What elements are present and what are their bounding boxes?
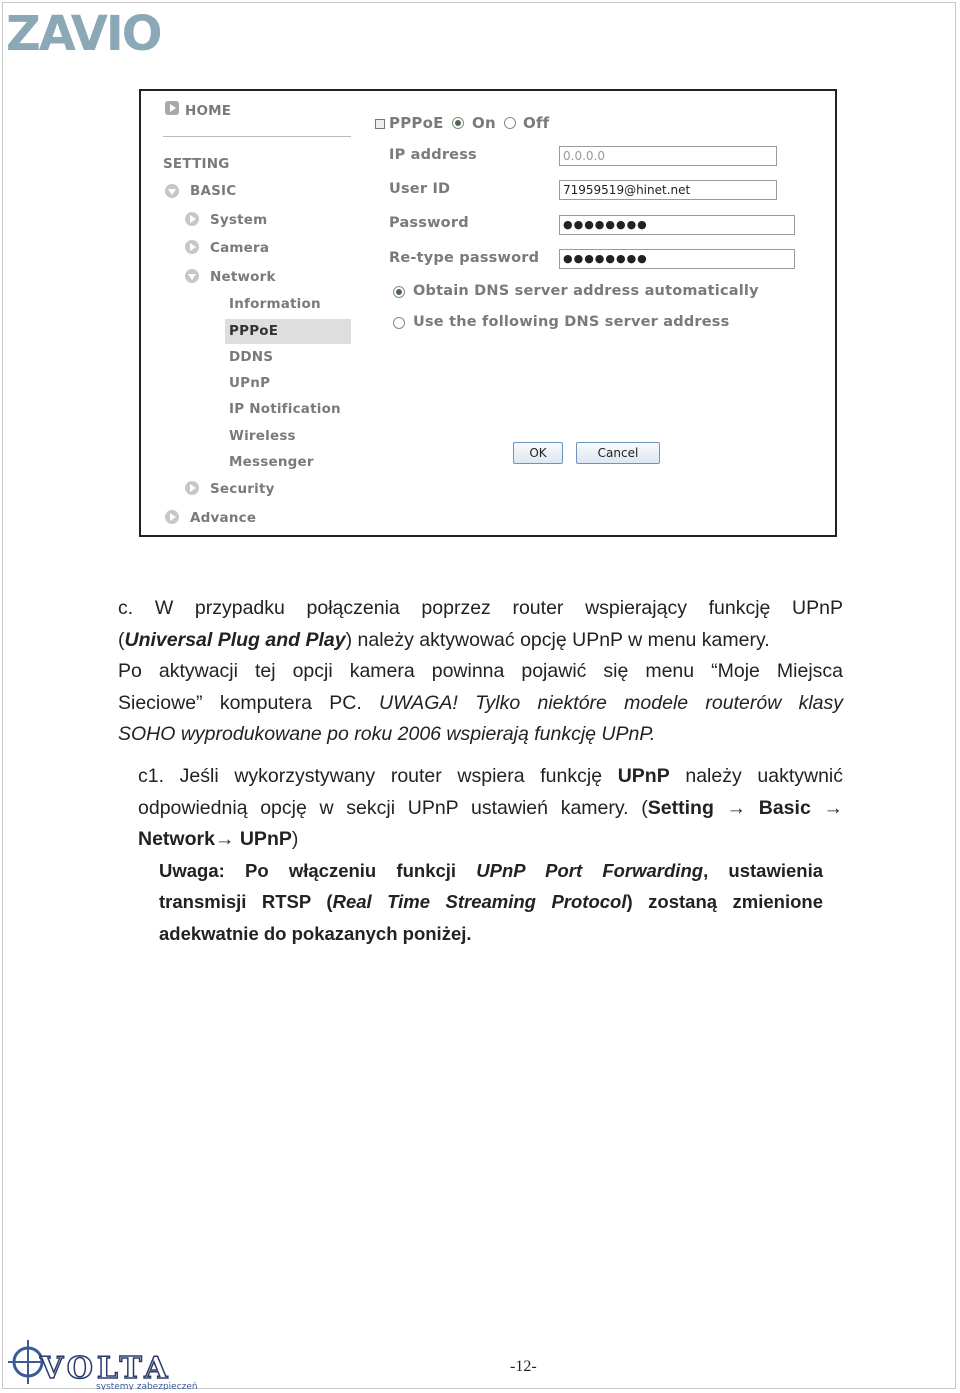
- nav-camera[interactable]: Camera: [210, 240, 270, 256]
- page-number: -12-: [510, 1358, 537, 1375]
- paragraph-c-line3: Po aktywacji tej opcji kamera powinna pojawić się menu “Moje Miejsca: [118, 660, 843, 682]
- password-label: Password: [389, 215, 469, 231]
- dns-auto-label: Obtain DNS server address automatically: [413, 283, 759, 299]
- note-rtsp-full: Real Time Streaming Protocol: [332, 891, 627, 912]
- note-line1-c: , ustawienia: [703, 860, 823, 881]
- ip-address-label: IP address: [389, 147, 477, 163]
- paragraph-c-line4-a: Sieciowe” komputera PC.: [118, 692, 380, 714]
- note-line2-c: ) zostaną zmienione: [626, 891, 824, 912]
- note-line2-a: transmisji RTSP (: [159, 891, 333, 912]
- nav-setting-heading: SETTING: [163, 156, 230, 172]
- nav-information[interactable]: Information: [229, 296, 321, 312]
- volta-logo: [4, 1334, 219, 1390]
- pppoe-off-radio[interactable]: [504, 117, 516, 129]
- note-line1-a: Uwaga: Po włączeniu funkcji: [159, 860, 477, 881]
- c1-line1-c: należy uaktywnić: [669, 765, 843, 787]
- ok-button[interactable]: OK: [513, 442, 563, 464]
- nav-pppoe[interactable]: PPPoE: [229, 323, 279, 339]
- paragraph-c-line4: [118, 692, 843, 715]
- nav-wireless[interactable]: Wireless: [229, 428, 296, 444]
- paragraph-c-line5: SOHO wyprodukowane po roku 2006 wspierają funkcję UPnP.: [118, 723, 656, 745]
- c1-upnp: UPnP: [617, 765, 670, 787]
- c1-path-end: Network→ UPnP: [138, 828, 292, 850]
- warning-text: UWAGA! Tylko niektóre modele routerów klasy: [379, 692, 843, 714]
- pppoe-on-radio[interactable]: [452, 117, 464, 129]
- note-line3: adekwatnie do pokazanych poniżej.: [159, 923, 472, 944]
- dns-manual-radio[interactable]: [393, 317, 405, 329]
- retype-password-field[interactable]: ●●●●●●●●: [559, 249, 795, 269]
- pppoe-off-label: Off: [523, 114, 550, 132]
- zavio-logo: [6, 6, 186, 56]
- cancel-button[interactable]: Cancel: [576, 442, 660, 464]
- dns-manual-label: Use the following DNS server address: [413, 314, 730, 330]
- nav-network[interactable]: Network: [210, 269, 276, 285]
- nav-basic[interactable]: BASIC: [190, 183, 237, 199]
- c1-line1-a: c1. Jeśli wykorzystywany router wspiera funkcję: [138, 765, 618, 787]
- paragraph-c-line2: [118, 629, 770, 652]
- nav-upnp[interactable]: UPnP: [229, 375, 271, 391]
- nav-ip-notification[interactable]: IP Notification: [229, 401, 341, 417]
- c1-path: Setting → Basic →: [647, 797, 843, 819]
- retype-password-label: Re-type password: [389, 250, 540, 266]
- chevron-down-icon: [165, 184, 179, 198]
- chevron-right-icon: [165, 510, 179, 524]
- nav-messenger[interactable]: Messenger: [229, 454, 314, 470]
- nav-system[interactable]: System: [210, 212, 268, 228]
- nav-home[interactable]: HOME: [185, 103, 232, 119]
- nav-advance[interactable]: Advance: [190, 510, 257, 526]
- chevron-right-icon: [185, 212, 199, 226]
- camera-settings-screenshot: [139, 89, 837, 537]
- chevron-down-icon: [185, 269, 199, 283]
- user-id-label: User ID: [389, 181, 451, 197]
- paragraph-c-line2-rest: ) należy aktywować opcję UPnP w menu kamery.: [345, 629, 770, 651]
- paragraph-c1-line3: [138, 828, 298, 851]
- paragraph-c-line1: c. W przypadku połączenia poprzez router wspierający funkcję UPnP: [118, 597, 843, 619]
- paragraph-c1-line2: [138, 797, 843, 820]
- paragraph-c1-line1: [138, 765, 843, 788]
- paren: (: [118, 629, 125, 651]
- pppoe-checkbox[interactable]: [375, 119, 385, 129]
- dns-auto-radio[interactable]: [393, 286, 405, 298]
- nav-ddns[interactable]: DDNS: [229, 349, 274, 365]
- ip-address-field[interactable]: 0.0.0.0: [559, 146, 777, 166]
- chevron-right-icon: [185, 481, 199, 495]
- volta-logo-tagline: systemy zabezpieczeń: [96, 1382, 198, 1390]
- zavio-logo-text: ZAVIO: [6, 6, 161, 56]
- upnp-full-name: Universal Plug and Play: [124, 629, 346, 651]
- pppoe-label: PPPoE: [389, 114, 444, 132]
- pppoe-on-label: On: [472, 114, 496, 132]
- user-id-field[interactable]: 71959519@hinet.net: [559, 180, 777, 200]
- nav-divider: [163, 136, 351, 137]
- home-icon: [165, 101, 179, 115]
- note-upnp-port-forwarding: UPnP Port Forwarding: [476, 860, 704, 881]
- chevron-right-icon: [185, 240, 199, 254]
- c1-line2-a: odpowiednią opcję w sekcji UPnP ustawień kamery. (: [138, 797, 648, 819]
- note-line2: [159, 891, 823, 913]
- volta-logo-text: VOLTA: [40, 1351, 172, 1386]
- password-field[interactable]: ●●●●●●●●: [559, 215, 795, 235]
- c1-paren-close: ): [291, 828, 299, 850]
- nav-security[interactable]: Security: [210, 481, 275, 497]
- note-line1: [159, 860, 823, 882]
